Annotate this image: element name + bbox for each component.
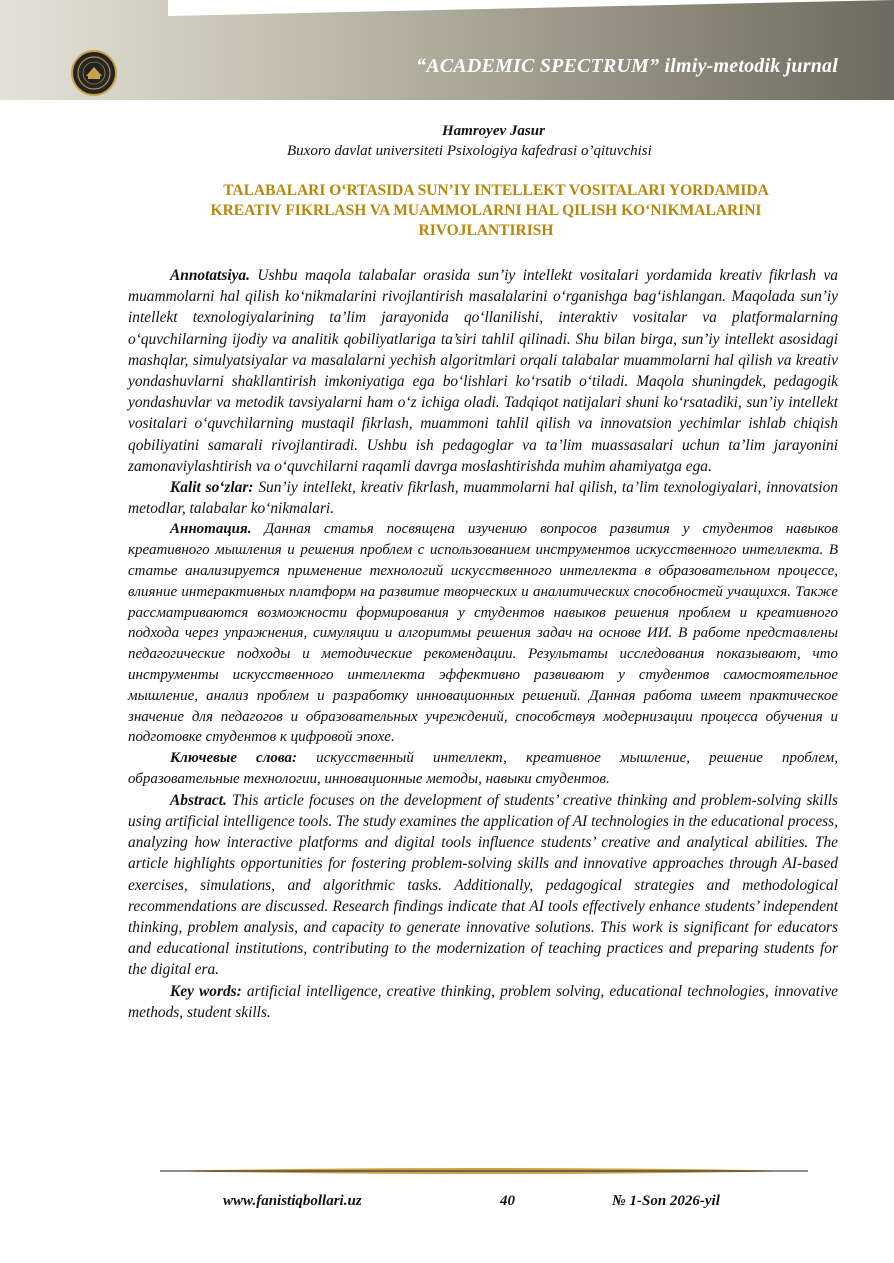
footer-page-number: 40 — [500, 1193, 515, 1209]
footer-issue: № 1-Son 2026-yil — [612, 1193, 720, 1209]
keywords-en-label: Key words: — [170, 982, 242, 1000]
abstract-en-text: This article focuses on the development of students’ creative thinking and problem-solving skills using artificial intelligence tools. The study examines the application of AI technologies in the educational process, analyzing how interactive platforms and digital tools influence students’ creative and analytical abilities. The article highlights opportunities for fostering problem-solving skills and innovative approaches through AI-based exercises, simulations, and algorithmic tasks. Additionally, pedagogical strategies and methodological recommendations are discussed. Research findings indicate that AI tools effectively enhance students’ independent thinking, problem analysis, and capacity to generate innovative solutions. This work is significant for educators and educational institutions, contributing to the modernization of teaching practices and preparing students for the digital era. — [128, 791, 838, 979]
keywords-ru-text: искусственный интеллект, креативное мышление, решение проблем, образовательные технологии, инновационные методы, навыки студентов. — [128, 750, 839, 787]
annotation-uz-label: Annotatsiya. — [170, 267, 250, 284]
title-line-2: KREATIV FIKRLASH VA MUAMMOLARNI HAL QILISH KO‘NIKMALARINI — [210, 202, 762, 219]
journal-logo-icon — [71, 50, 117, 96]
keywords-ru-label: Ключевые слова: — [170, 750, 297, 767]
title-line-3: RIVOJLANTIRISH — [418, 222, 554, 239]
annotation-ru — [128, 519, 838, 748]
header-notch — [168, 0, 894, 16]
author-name: Hamroyev Jasur — [442, 123, 545, 139]
annotation-uz — [128, 265, 838, 477]
annotation-uz-text: Ushbu maqola talabalar orasida sun’iy intellekt vositalari yordamida kreativ fikrlash va muammolarni hal qilish ko‘nikmalarini rivojlantirish masalalarini o‘rganishga bag‘ishlangan. Maqolada sun’iy intellekt texnologiyalarining ta’lim jarayonida qo‘llanilishi, interaktiv vositalar va platformalarning o‘quvchilarning ijodiy va analitik qobiliyatlariga ta’siri tahlil qilinadi. Shu bilan birga, sun’iy intellekt asosidagi mashqlar, simulyatsiyalar va masalalarni yechish algoritmlari orqali talabalar muammolarni hal qilish va kreativ yondashuvlarni shakllantirish imkoniyatiga ega bo‘lishlari ko‘rsatib o‘tiladi. Maqola shuningdek, pedagogik yondashuvlar va metodik tavsiyalarni ham o‘z ichiga oladi. Tadqiqot natijalari shuni ko‘rsatadiki, sun’iy intellekt vositalari o‘quvchilarning mustaqil fikrlash, muammoni tahlil qilish va innovatsion yechimlar ishlab chiqish qobiliyatini samarali rivojlantiradi. Ushbu ish pedagoglar va ta’lim muassasalari uchun ta’lim jarayonini zamonaviylashtirish va o‘quvchilarni raqamli davrga moslashtirishda muhim ahamiyatga ega. — [128, 267, 838, 475]
keywords-uz-label: Kalit so‘zlar: — [170, 479, 254, 497]
author-affiliation: Buxoro davlat universiteti Psixologiya kafedrasi o’qituvchisi — [287, 143, 652, 159]
keywords-en-text: artificial intelligence, creative thinking, problem solving, educational technologies, innovative methods, student skills. — [128, 982, 838, 1021]
journal-title: “ACADEMIC SPECTRUM” ilmiy-metodik jurnal — [416, 55, 838, 77]
annotation-ru-text: Данная статья посвящена изучению вопросов развития у студентов навыков креативного мышления и решения проблем с использованием инструментов искусственного интеллекта. В статье анализируется применение технологий искусственного интеллекта в образовательном процессе, влияние интерактивных платформ на развитие творческих и аналитических способностей учащихся. Также рассматриваются возможности формирования у студентов навыков решения проблем и креативного подхода через упражнения, симуляции и алгоритмы решения задач на основе ИИ. В работе представлены педагогические подходы и методические рекомендации. Результаты исследования показывают, что инструменты искусственного интеллекта эффективно развивают у студентов самостоятельное мышление, анализ проблем и разработку инновационных решений. Данная работа имеет практическое значение для педагогов и образовательных учреждений, способствуя модернизации процесса обучения и подготовке студентов к цифровой эпохе. — [128, 521, 838, 746]
abstract-en — [128, 790, 838, 981]
footer-divider — [160, 1166, 808, 1176]
title-line-1: TALABALARI O‘RTASIDA SUN’IY INTELLEKT VOSITALARI YORDAMIDA — [223, 182, 769, 199]
keywords-ru — [128, 748, 838, 790]
abstract-en-label: Abstract. — [170, 791, 227, 809]
keywords-uz-text: Sun’iy intellekt, kreativ fikrlash, muammolarni hal qilish, ta’lim texnologiyalari, innovatsion metodlar, talabalar ko‘nikmalari. — [128, 479, 838, 518]
footer-website: www.fanistiqbollari.uz — [223, 1193, 362, 1209]
keywords-en — [128, 981, 838, 1023]
annotation-ru-label: Аннотация. — [170, 521, 252, 538]
article-body — [128, 265, 838, 1023]
keywords-uz — [128, 477, 838, 519]
article-title — [146, 181, 826, 241]
